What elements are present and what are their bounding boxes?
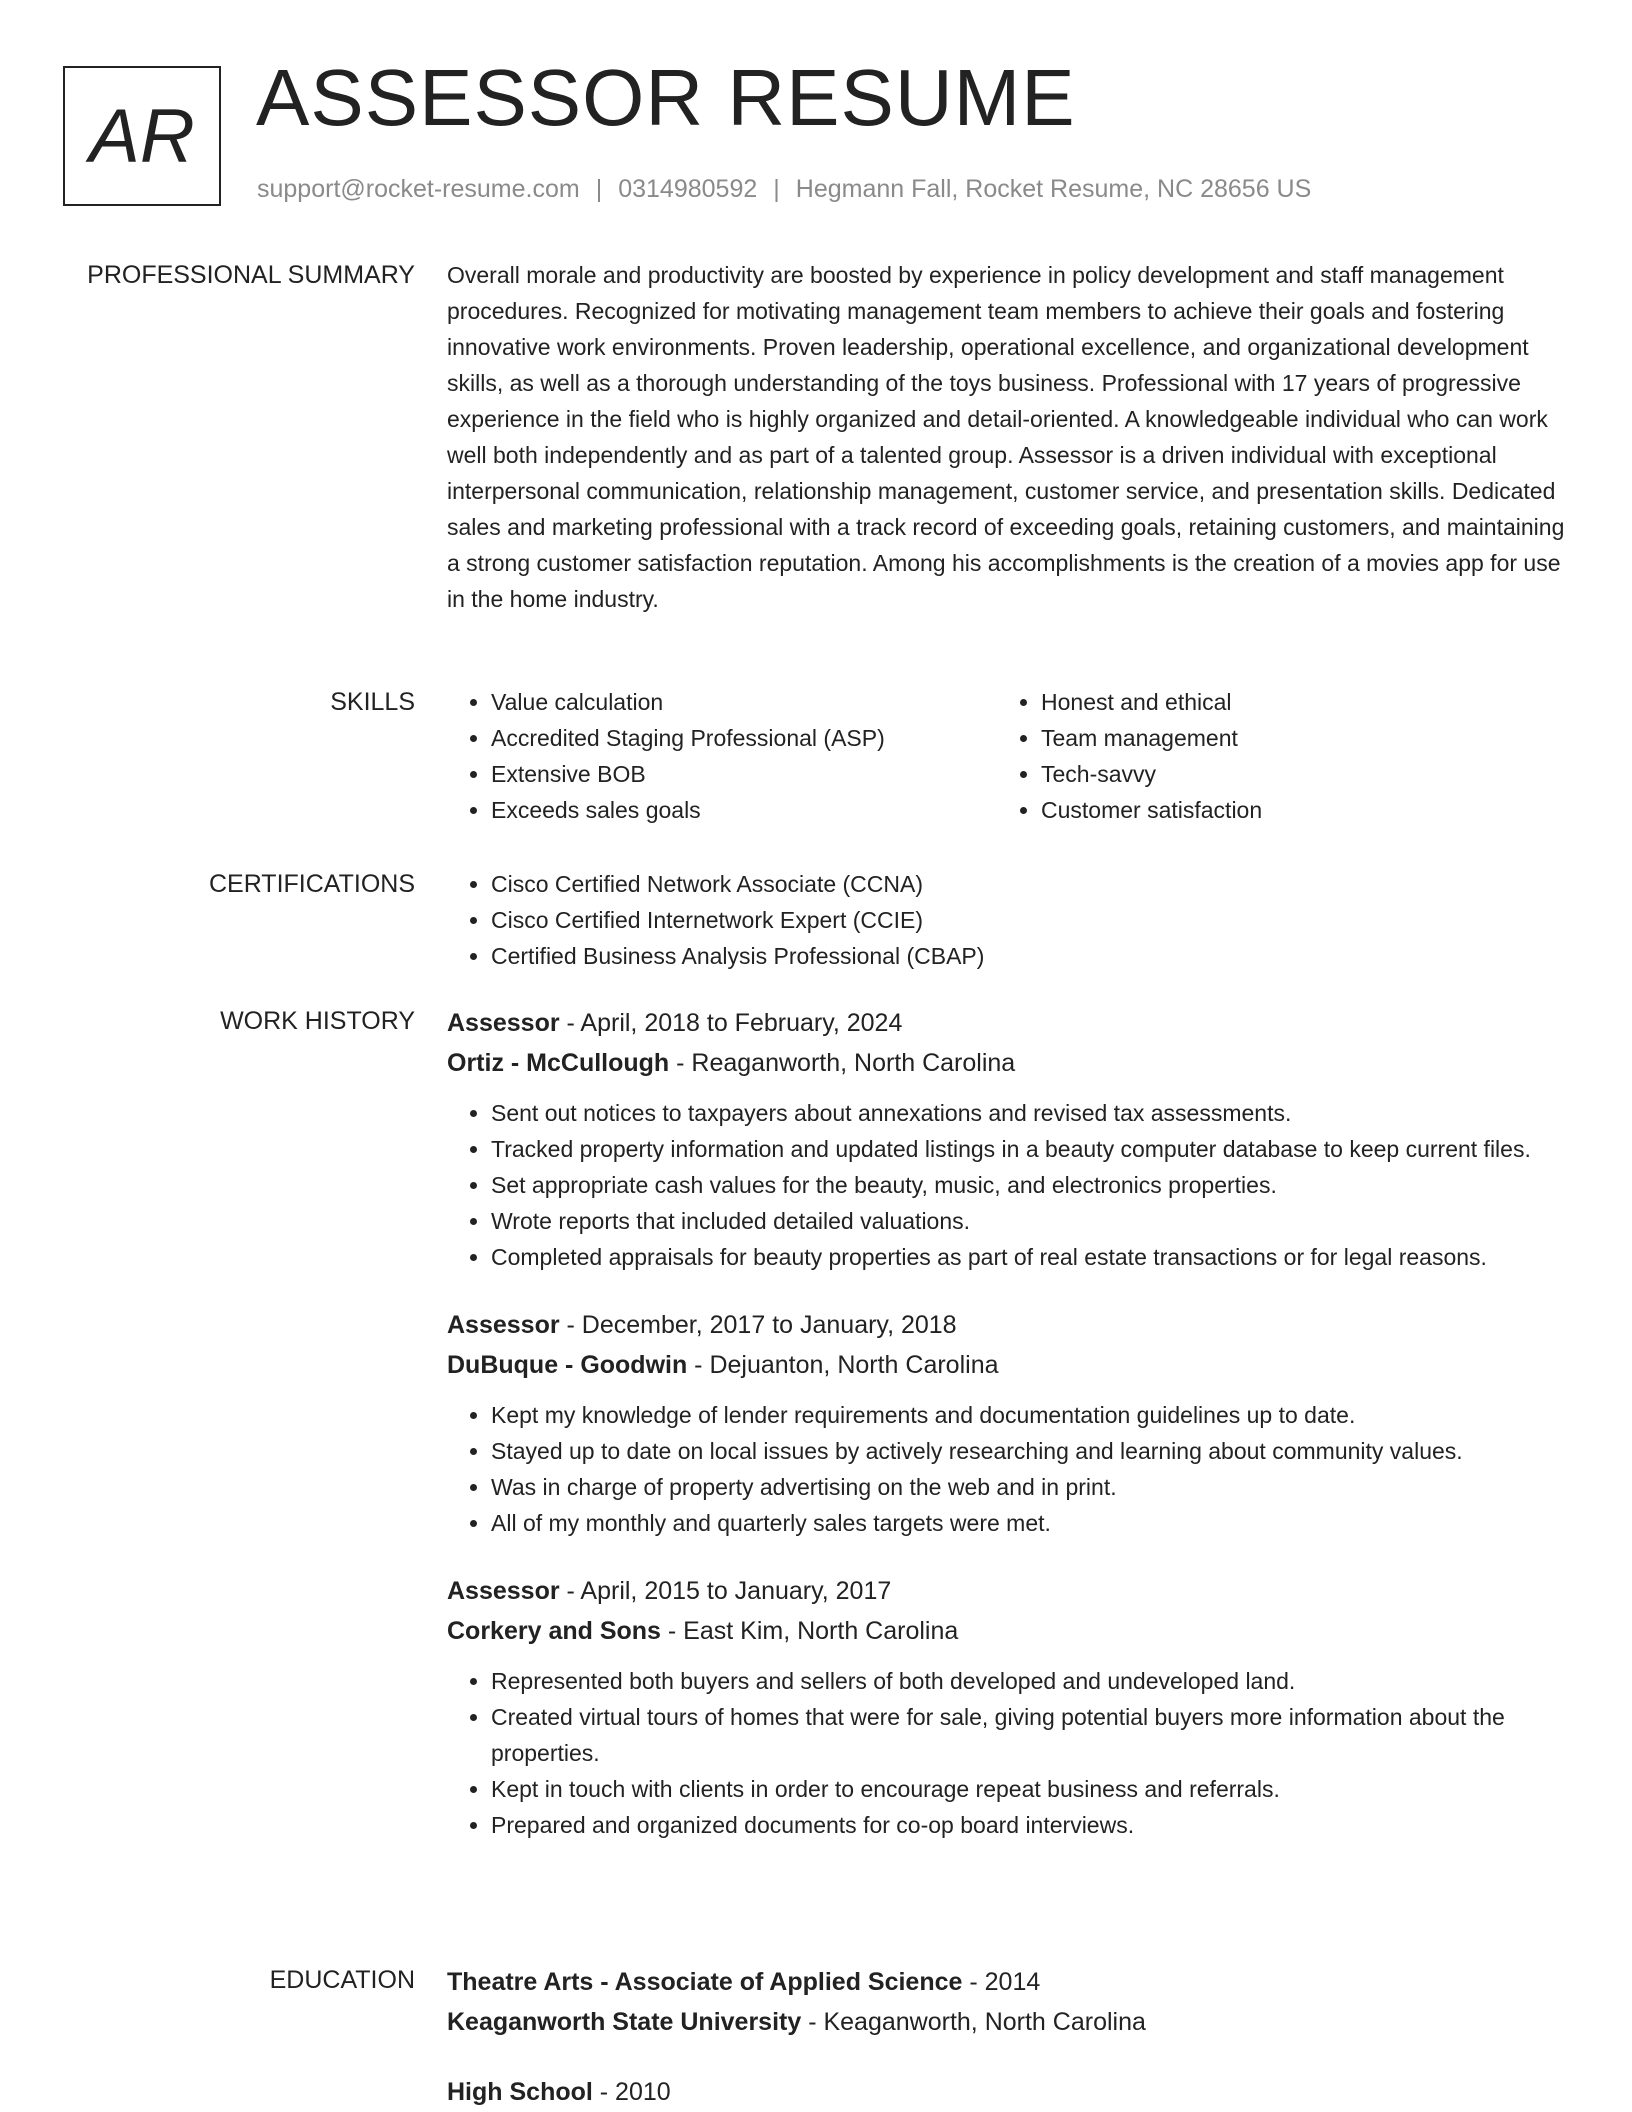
job-bullet: • Wrote reports that included detailed valuations. bbox=[491, 1203, 1567, 1239]
job-bullet: • Created virtual tours of homes that were for sale, giving potential buyers more information about the properties. bbox=[491, 1699, 1567, 1771]
job-title: Assessor bbox=[447, 1009, 560, 1037]
contact-email[interactable]: support@rocket-resume.com bbox=[257, 175, 580, 203]
certifications-body bbox=[447, 866, 1567, 974]
work-history-body bbox=[447, 1003, 1567, 1843]
job-location: - Dejuanton, North Carolina bbox=[687, 1351, 999, 1379]
education-degree: Theatre Arts - Associate of Applied Science bbox=[447, 1968, 963, 1996]
skill-item: • Accredited Staging Professional (ASP) bbox=[491, 720, 997, 756]
monogram-badge bbox=[63, 66, 221, 206]
education-body bbox=[447, 1962, 1567, 2112]
contact-separator: | bbox=[773, 175, 780, 203]
contact-separator: | bbox=[595, 175, 603, 203]
contact-address: Hegmann Fall, Rocket Resume, NC 28656 US bbox=[795, 175, 1312, 203]
job-bullet: • Was in charge of property advertising on the web and in print. bbox=[491, 1469, 1567, 1505]
job-company: DuBuque - Goodwin bbox=[447, 1351, 688, 1379]
certification-item: • Cisco Certified Network Associate (CCNA) bbox=[491, 866, 1567, 902]
skills-heading: SKILLS bbox=[330, 688, 415, 716]
job-bullets bbox=[447, 1397, 1567, 1541]
job-entry bbox=[447, 1571, 1567, 1843]
summary-text: Overall morale and productivity are boosted by experience in policy development and staff management procedures. Recognized for motivating management team members to achieve their goals and fostering innovative work environments. Proven leadership, operational excellence, and organizational development skills, as well as a thorough understanding of the toys business. Professional with 17 years of progressive experience in the field who is highly organized and detail-oriented. A knowledgeable individual who can work well both independently and as part of a talented group. Assessor is a driven individual with exceptional interpersonal communication, relationship management, customer service, and presentation skills. Dedicated sales and marketing professional with a track record of exceeding goals, retaining customers, and maintaining a strong customer satisfaction reputation. Among his accomplishments is the creation of a movies app for use in the home industry. bbox=[447, 262, 1565, 612]
job-bullet: • Completed appraisals for beauty properties as part of real estate transactions or for legal reasons. bbox=[491, 1239, 1567, 1275]
job-dates: - December, 2017 to January, 2018 bbox=[559, 1311, 957, 1339]
job-entry bbox=[447, 1003, 1567, 1275]
skill-item: • Customer satisfaction bbox=[1041, 792, 1547, 828]
job-bullet: • All of my monthly and quarterly sales targets were met. bbox=[491, 1505, 1567, 1541]
skills-body bbox=[447, 684, 1567, 828]
job-bullet: • Kept in touch with clients in order to encourage repeat business and referrals. bbox=[491, 1771, 1567, 1807]
education-year: - 2010 bbox=[592, 2078, 671, 2106]
job-dates: - April, 2018 to February, 2024 bbox=[559, 1009, 903, 1037]
job-bullet: • Sent out notices to taxpayers about annexations and revised tax assessments. bbox=[491, 1095, 1567, 1131]
skills-column-right bbox=[997, 684, 1547, 828]
job-title: Assessor bbox=[447, 1577, 560, 1605]
job-company-line bbox=[447, 1345, 1567, 1385]
job-bullet: • Kept my knowledge of lender requirements and documentation guidelines up to date. bbox=[491, 1397, 1567, 1433]
contact-line bbox=[257, 175, 1311, 204]
job-bullet: • Set appropriate cash values for the beauty, music, and electronics properties. bbox=[491, 1167, 1567, 1203]
monogram-text: AR bbox=[89, 93, 195, 179]
job-title: Assessor bbox=[447, 1311, 560, 1339]
job-bullets bbox=[447, 1095, 1567, 1275]
education-degree-line bbox=[447, 2072, 1567, 2112]
skills-column-left bbox=[447, 684, 997, 828]
job-bullet: • Represented both buyers and sellers of both developed and undeveloped land. bbox=[491, 1663, 1567, 1699]
job-location: - Reaganworth, North Carolina bbox=[669, 1049, 1016, 1077]
job-dates: - April, 2015 to January, 2017 bbox=[559, 1577, 892, 1605]
job-location: - East Kim, North Carolina bbox=[660, 1617, 959, 1645]
job-entry bbox=[447, 1305, 1567, 1541]
job-company: Ortiz - McCullough bbox=[447, 1049, 670, 1077]
certification-item: • Cisco Certified Internetwork Expert (CCIE) bbox=[491, 902, 1567, 938]
job-title-line bbox=[447, 1571, 1567, 1611]
job-bullet: • Tracked property information and updated listings in a beauty computer database to keep current files. bbox=[491, 1131, 1567, 1167]
job-bullet: • Prepared and organized documents for co-op board interviews. bbox=[491, 1807, 1567, 1843]
education-entry bbox=[447, 1962, 1567, 2042]
education-school: Keaganworth State University bbox=[447, 2008, 802, 2036]
skill-item: • Tech-savvy bbox=[1041, 756, 1547, 792]
education-heading: EDUCATION bbox=[269, 1966, 415, 1994]
education-degree: High School bbox=[447, 2078, 593, 2106]
certifications-heading: CERTIFICATIONS bbox=[208, 870, 415, 898]
education-year: - 2014 bbox=[962, 1968, 1041, 1996]
education-degree-line bbox=[447, 1962, 1567, 2002]
job-company: Corkery and Sons bbox=[447, 1617, 661, 1645]
skill-item: • Exceeds sales goals bbox=[491, 792, 997, 828]
job-bullets bbox=[447, 1663, 1567, 1843]
skill-item: • Team management bbox=[1041, 720, 1547, 756]
education-location: - Keaganworth, North Carolina bbox=[801, 2008, 1146, 2036]
contact-phone[interactable]: 0314980592 bbox=[618, 175, 758, 203]
job-title-line bbox=[447, 1003, 1567, 1043]
skill-item: • Honest and ethical bbox=[1041, 684, 1547, 720]
job-title-line bbox=[447, 1305, 1567, 1345]
education-school-line bbox=[447, 2002, 1567, 2042]
job-company-line bbox=[447, 1611, 1567, 1651]
skill-item: • Extensive BOB bbox=[491, 756, 997, 792]
summary-heading: PROFESSIONAL SUMMARY bbox=[87, 261, 415, 289]
skill-item: • Value calculation bbox=[491, 684, 997, 720]
job-bullet: • Stayed up to date on local issues by actively researching and learning about community values. bbox=[491, 1433, 1567, 1469]
work-history-heading: WORK HISTORY bbox=[220, 1007, 415, 1035]
certification-item: • Certified Business Analysis Professional (CBAP) bbox=[491, 938, 1567, 974]
resume-title: ASSESSOR RESUME bbox=[256, 53, 1076, 142]
job-company-line bbox=[447, 1043, 1567, 1083]
education-entry bbox=[447, 2072, 1567, 2112]
